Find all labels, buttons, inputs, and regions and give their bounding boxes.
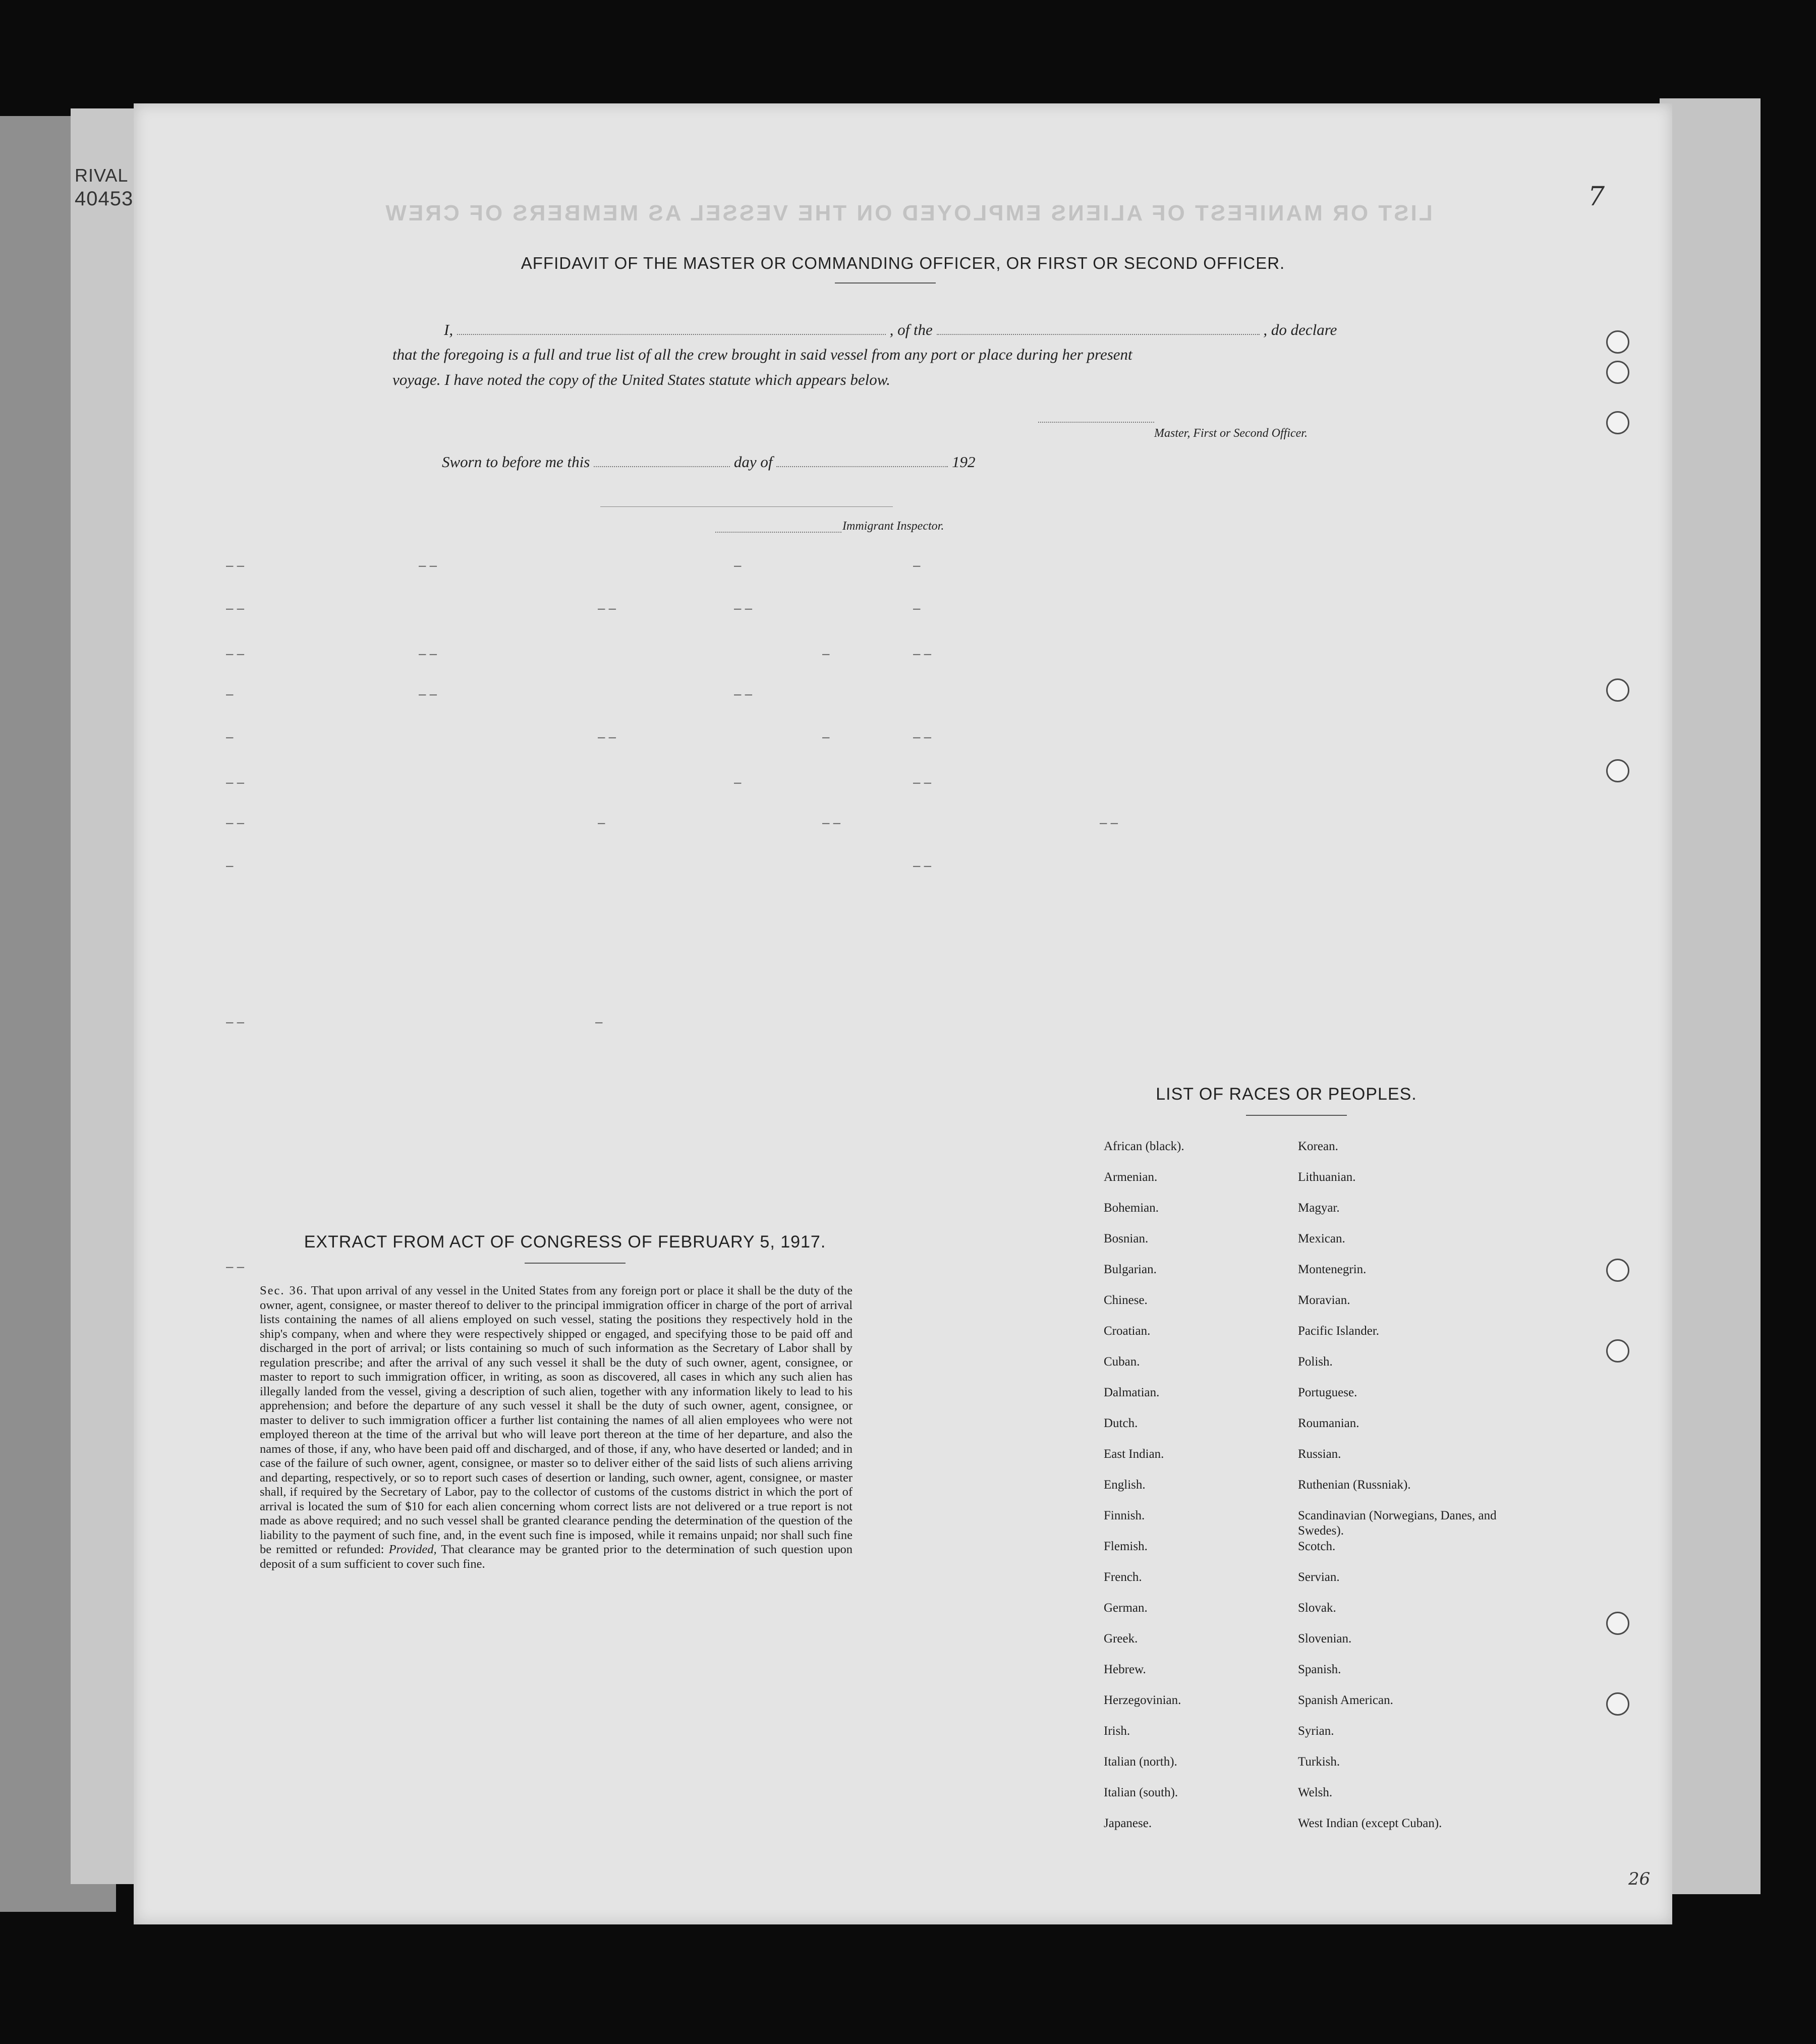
bleed-through-heading: LIST OR MANIFEST OF ALIENS EMPLOYED ON THE VESSEL AS MEMBERS OF CREW [383, 201, 1433, 225]
punch-hole [1606, 1612, 1629, 1635]
inspector-rule [600, 506, 893, 507]
races-left-column [1104, 1139, 1184, 1847]
grid-dash: – [734, 774, 742, 789]
extract-title-rule [525, 1263, 626, 1264]
race-item: Russian. [1298, 1447, 1341, 1461]
grid-dash: – – [1100, 815, 1118, 830]
race-item: Croatian. [1104, 1324, 1151, 1338]
punch-hole [1606, 678, 1629, 702]
grid-dash: – – [913, 729, 932, 744]
extract-title: EXTRACT FROM ACT OF CONGRESS OF FEBRUARY 5, 1917. [304, 1232, 826, 1252]
race-item: Magyar. [1298, 1201, 1340, 1215]
vessel-prefix: , of the [889, 321, 933, 338]
race-item: Welsh. [1298, 1786, 1333, 1799]
declarant-name-field[interactable] [457, 321, 886, 335]
grid-dash: – [913, 600, 921, 615]
sworn-month-field[interactable] [776, 453, 948, 467]
handwritten-page-number: 7 [1588, 182, 1605, 212]
declaration-line-2: that the foregoing is a full and true list of all the crew brought in said vessel from any port or place during her present [392, 346, 1132, 363]
act-section-36-text [260, 1284, 853, 1571]
race-item: Dalmatian. [1104, 1386, 1160, 1399]
race-item: Bohemian. [1104, 1201, 1159, 1215]
grid-dash: – – [226, 1259, 245, 1274]
race-item: German. [1104, 1601, 1148, 1615]
race-item: Bosnian. [1104, 1232, 1149, 1245]
declaration-line-1 [444, 321, 1337, 339]
grid-dash: – – [598, 729, 616, 744]
race-item: Cuban. [1104, 1355, 1140, 1369]
races-title-rule [1246, 1115, 1347, 1116]
grid-dash: – – [598, 600, 616, 615]
grid-dash: – – [913, 646, 932, 661]
grid-dash: – – [419, 686, 437, 701]
race-item: Slovak. [1298, 1601, 1336, 1615]
punch-hole [1606, 1692, 1629, 1716]
race-item: East Indian. [1104, 1447, 1164, 1461]
race-item: Moravian. [1298, 1293, 1350, 1307]
punch-hole [1606, 411, 1629, 434]
punch-hole [1606, 1339, 1629, 1362]
officer-signature-caption: Master, First or Second Officer. [1154, 427, 1308, 440]
sworn-day-field[interactable] [594, 453, 730, 467]
grid-dash: – – [913, 774, 932, 789]
adjacent-page-right [1660, 98, 1761, 1894]
punch-hole [1606, 361, 1629, 384]
grid-dash: – – [822, 815, 841, 830]
section-label: Sec. 36. [260, 1284, 308, 1297]
race-item: Portuguese. [1298, 1386, 1357, 1399]
grid-dash: – [913, 557, 921, 573]
grid-dash: – – [913, 858, 932, 873]
race-item: Bulgarian. [1104, 1263, 1157, 1276]
affidavit-title: AFFIDAVIT OF THE MASTER OR COMMANDING OFFICER, OR FIRST OR SECOND OFFICER. [521, 254, 1285, 272]
grid-dash: – [226, 858, 234, 873]
grid-dash: – [598, 815, 605, 830]
race-item: English. [1104, 1478, 1146, 1492]
race-item: Polish. [1298, 1355, 1333, 1369]
grid-dash: – – [226, 557, 245, 573]
punch-hole [1606, 1259, 1629, 1282]
handwritten-note: 26 [1628, 1869, 1651, 1889]
race-item: Italian (south). [1104, 1786, 1178, 1799]
grid-dash: – – [226, 600, 245, 615]
inspector-caption: Immigrant Inspector. [842, 520, 944, 533]
race-item: Italian (north). [1104, 1755, 1177, 1769]
act-body-proviso: That clearance may be granted prior to the determination of such question upon deposit of a sum sufficient to cover such fine. [260, 1543, 853, 1571]
grid-dash: – – [734, 600, 753, 615]
race-item: Pacific Islander. [1298, 1324, 1380, 1338]
races-title: LIST OF RACES OR PEOPLES. [1156, 1085, 1417, 1104]
race-item: Spanish American. [1298, 1693, 1393, 1707]
declaration-line-3: voyage. I have noted the copy of the United States statute which appears below. [392, 371, 890, 388]
arrival-stamp-label: RIVAL [75, 165, 129, 186]
grid-dash: – – [419, 646, 437, 661]
punch-hole [1606, 330, 1629, 354]
grid-dash: – [822, 729, 830, 744]
races-right-column [1298, 1139, 1500, 1847]
race-item: Dutch. [1104, 1416, 1138, 1430]
declare-suffix: , do declare [1263, 321, 1337, 338]
race-item: Armenian. [1104, 1170, 1158, 1184]
sworn-prefix: Sworn to before me this [442, 453, 590, 471]
race-item: Scandinavian (Norwegians, Danes, and Swedes). [1298, 1509, 1497, 1538]
race-item: Scotch. [1298, 1540, 1336, 1553]
sworn-line [442, 453, 975, 471]
race-item: Irish. [1104, 1724, 1130, 1738]
race-item: Japanese. [1104, 1816, 1152, 1830]
inspector-signature-line[interactable] [715, 532, 841, 533]
race-item: African (black). [1104, 1140, 1184, 1153]
race-item: Hebrew. [1104, 1663, 1146, 1676]
race-item: Greek. [1104, 1632, 1138, 1645]
officer-signature-line[interactable] [1038, 422, 1154, 423]
grid-dash: – [226, 686, 234, 701]
race-item: Ruthenian (Russniak). [1298, 1478, 1411, 1492]
race-item: Korean. [1298, 1140, 1338, 1153]
grid-dash: – – [226, 646, 245, 661]
race-item: Roumanian. [1298, 1416, 1359, 1430]
proviso-label: Provided, [388, 1543, 437, 1556]
race-item: Mexican. [1298, 1232, 1345, 1245]
punch-hole [1606, 759, 1629, 782]
grid-dash: – – [226, 1014, 245, 1029]
grid-dash: – – [734, 686, 753, 701]
grid-dash: – – [226, 774, 245, 789]
title-rule [835, 282, 936, 283]
grid-dash: – [734, 557, 742, 573]
race-item: Montenegrin. [1298, 1263, 1367, 1276]
race-item: Syrian. [1298, 1724, 1334, 1738]
race-item: French. [1104, 1570, 1142, 1584]
race-item: Servian. [1298, 1570, 1340, 1584]
grid-dash: – – [226, 815, 245, 830]
declarant-prefix: I, [444, 321, 453, 338]
race-item: Herzegovinian. [1104, 1693, 1181, 1707]
grid-dash: – [595, 1014, 603, 1029]
arrival-stamp-number: 40453 [75, 188, 134, 210]
race-item: Spanish. [1298, 1663, 1341, 1676]
race-item: Lithuanian. [1298, 1170, 1356, 1184]
race-item: West Indian (except Cuban). [1298, 1816, 1442, 1830]
sworn-day-of: day of [733, 453, 773, 471]
vessel-name-field[interactable] [937, 321, 1260, 335]
race-item: Flemish. [1104, 1540, 1148, 1553]
race-item: Turkish. [1298, 1755, 1340, 1769]
race-item: Chinese. [1104, 1293, 1148, 1307]
race-item: Slovenian. [1298, 1632, 1352, 1645]
act-body: That upon arrival of any vessel in the United States from any foreign port or place it shall be the duty of the owner, agent, consignee, or master thereof to deliver to the principal immigration officer in charge of the port of arrival lists containing the names of all aliens employed on such vessel, stating the positions they respectively hold in the ship's company, when and where they were respectively shipped or engaged, and specifying those to be paid off and discharged in the port of arrival; or lists containing so much of such information as the Secretary of Labor shall by regulation prescribe; and after the arrival of any such vessel it shall be the duty of such owner, agent, consignee, or master to report to such immigration officer, in writing, as soon as discovered, all cases in which any such alien has illegally landed from the vessel, giving a description of such alien, together with any information likely to lead to his apprehension; and before the departure of any such vessel it shall be the duty of such owner, agent, consignee, or master to deliver to such immigration officer a further list containing the names of all alien employees who were not employed thereon at the time of the arrival but who will leave port thereon at the time of her departure, and also the names of those, if any, who have been paid off and discharged, and of those, if any, who have deserted or landed; and in case of the failure of such owner, agent, consignee, or master so to deliver either of the said lists of such aliens arriving and departing, respectively, or so to report such cases of desertion or landing, such owner, agent, consignee, or master shall, if required by the Secretary of Labor, pay to the collector of customs of the customs district in which the port of arrival is located the sum of $10 for each alien concerning whom correct lists are not delivered or a true report is not made as above required; and no such vessel shall be granted clearance pending the determination of the question of the liability to the payment of such fine, and, in the event such fine is imposed, while it remains unpaid; nor shall such fine be remitted or refunded: [260, 1284, 853, 1556]
grid-dash: – [226, 729, 234, 744]
grid-dash: – – [419, 557, 437, 573]
grid-dash: – [822, 646, 830, 661]
sworn-year: 192 [951, 453, 976, 471]
race-item: Finnish. [1104, 1509, 1145, 1522]
